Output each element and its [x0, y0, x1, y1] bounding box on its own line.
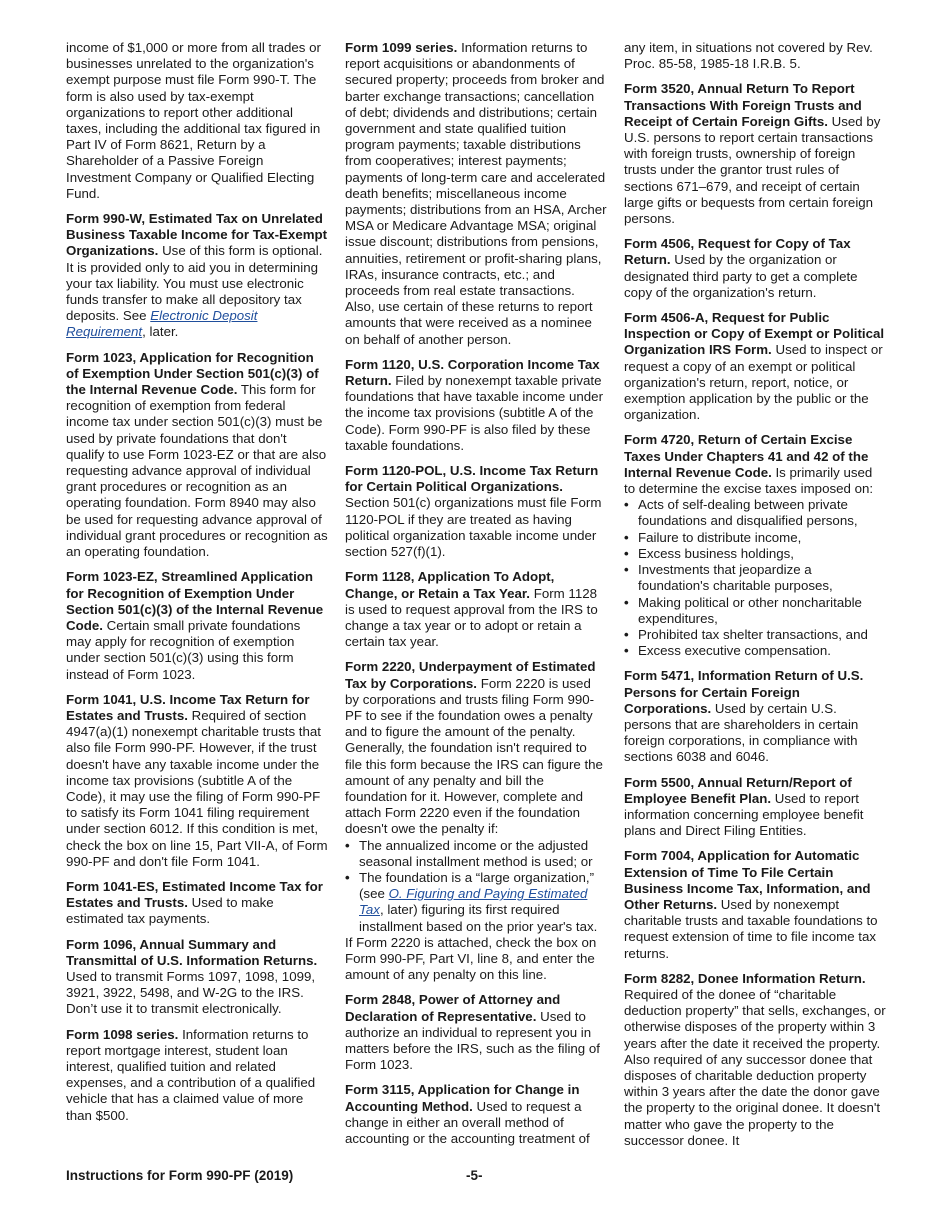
form-5471-entry: Form 5471, Information Return of U.S. Persons for Certain Foreign Corporations. Used by certain U.S. persons that are shareholders in certain foreign corporations, in compliance with sections 6038 and 6046. — [624, 668, 864, 765]
entry-heading: Form 1128, Application To Adopt, Change, or Retain a Tax Year. — [345, 569, 555, 601]
entry-heading: Form 1098 series. — [66, 1026, 179, 1042]
bullet-item: • Investments that jeopardize a foundation's charitable purposes, — [624, 562, 886, 594]
form-2220-entry: Form 2220, Underpayment of Estimated Tax by Corporations. Form 2220 is used by corporations and trusts filing Form 990-PF to see if the foundation owes a penalty and to figure the amount of the penalty. Generally, the foundation isn't required to file this form because the IRS can figure the amount of any penalty and bill the foundation for it. However, complete and attach Form 2220 even if the foundation doesn't owe the penalty if: — [345, 659, 603, 837]
estimated-tax-link[interactable]: O. Figuring and Paying Estimated Tax — [359, 886, 588, 918]
entry-heading: Form 3115, Application for Change in Accounting Method. — [345, 1082, 580, 1114]
entry-heading: Form 1120, U.S. Corporation Income Tax Return. — [345, 356, 600, 389]
entry-heading: Form 4506-A, Request for Public Inspection or Copy of Exempt or Political Organization IRS Form. — [624, 310, 885, 358]
form-1098-entry: Form 1098 series. Information returns to report mortgage interest, student loan interest, qualified tuition and related expenses, and a contribution of a qualified vehicle that has a claimed value of more than $500. — [66, 1026, 316, 1123]
form-1041-entry: Form 1041, U.S. Income Tax Return for Estates and Trusts. Required of section 4947(a)(1) nonexempt charitable trusts that also file Form 990-PF. However, if the trust doesn't have any taxable income under the income tax provisions (subtitle A of the Code), it may use the filing of Form 990-PF to satisfy its Form 1041 filing requirement under section 6012. If this condition is met, check the box on line 15, Part VII-A, of Form 990-PF and don't file Form 1041. — [66, 691, 328, 869]
bullet-item: • Failure to distribute income, — [624, 530, 886, 546]
entry-heading: Form 2848, Power of Attorney and Declaration of Representative. — [345, 992, 561, 1024]
paragraph: If Form 2220 is attached, check the box on Form 990-PF, Part VI, line 8, and enter the amount of any penalty on this line. — [345, 934, 597, 983]
paragraph: income of $1,000 or more from all trades or businesses unrelated to the organization's exempt purpose must file Form 990-T. The form is also used by tax-exempt organizations to report other additional taxes, including the additional tax figured in Part IV of Form 8621, Return by a Shareholder of a Passive Foreign Investment Company or Qualified Electing Fund. — [66, 40, 321, 201]
form-1023-entry: Form 1023, Application for Recognition of Exemption Under Section 501(c)(3) of the Internal Revenue Code. This form for recognition of exemption from federal income tax under section 501(c)(3) must be used by private foundations that don't qualify to use Form 1023-EZ or that are also requesting advance approval of individual grant procedures or recognition as an operating foundation. Form 8940 may also be used for requesting advance approval of individual grant procedures or recognition as an operating foundation. — [66, 349, 328, 560]
page-number: -5- — [466, 1168, 483, 1183]
bullet-item: • Acts of self-dealing between private foundations and disqualified persons, — [624, 497, 886, 529]
entry-heading: Form 2220, Underpayment of Estimated Tax by Corporations. — [345, 659, 596, 691]
bullet-item: • Excess business holdings, — [624, 546, 886, 562]
page-footer — [66, 1168, 886, 1188]
footer-title: Instructions for Form 990-PF (2019) — [66, 1168, 294, 1183]
form-5500-entry: Form 5500, Annual Return/Report of Employee Benefit Plan. Used to report information concerning employee benefit plans and Direct Filing Entities. — [624, 774, 864, 839]
form-1096-entry: Form 1096, Annual Summary and Transmittal of U.S. Information Returns. Used to transmit Forms 1097, 1098, 1099, 3921, 3922, 5498, and W-2G to the IRS. Don’t use it to transmit electronically. — [66, 936, 318, 1017]
form-3115-entry: Form 3115, Application for Change in Accounting Method. Used to request a change in either an overall method of accounting or the accounting treatment of — [345, 1082, 590, 1146]
entry-heading: Form 3520, Annual Return To Report Transactions With Foreign Trusts and Receipt of Certain Foreign Gifts. — [624, 81, 862, 129]
form-1041es-entry: Form 1041-ES, Estimated Income Tax for Estates and Trusts. Used to make estimated tax payments. — [66, 878, 323, 927]
entry-heading: Form 5471, Information Return of U.S. Persons for Certain Foreign Corporations. — [624, 668, 864, 716]
form-8282-entry: Form 8282, Donee Information Return. Required of the donee of “charitable deduction property” that sells, exchanges, or otherwise disposes of the property within 3 years after the date it received the property. Also required of any successor donee that disposes of charitable deduction property within 3 years after the date the donor gave the property to the original donee. It doesn't matter who gave the property to the successor donee. It — [624, 970, 886, 1148]
entry-heading: Form 1120-POL, U.S. Income Tax Return for Certain Political Organizations. — [345, 463, 599, 495]
form-7004-entry: Form 7004, Application for Automatic Extension of Time To File Certain Business Income Tax, Information, and Other Returns. Used by nonexempt charitable trusts and taxable foundations to request extension of time to file income tax returns. — [624, 848, 878, 961]
entry-heading: Form 5500, Annual Return/Report of Employee Benefit Plan. — [624, 774, 852, 806]
column-1 — [66, 40, 328, 1133]
form-3520-entry: Form 3520, Annual Return To Report Transactions With Foreign Trusts and Receipt of Certain Foreign Gifts. Used by U.S. persons to report certain transactions with foreign trusts, ownership of foreign trusts under the grantor trust rules of sections 671–679, and receipt of certain large gifts or bequests from certain foreign persons. — [624, 81, 881, 227]
entry-heading: Form 8282, Donee Information Return. — [624, 970, 866, 986]
bullet-item: • The foundation is a “large organization,” (see O. Figuring and Paying Estimated Tax, later) figuring its first required installment based on the prior year's tax. — [345, 870, 607, 935]
form-1023ez-entry: Form 1023-EZ, Streamlined Application for Recognition of Exemption Under Section 501(c)(3) of the Internal Revenue Code. Certain small private foundations may apply for recognition of exemption under section 501(c)(3) using this form instead of Form 1023. — [66, 569, 324, 682]
form-1120-entry: Form 1120, U.S. Corporation Income Tax Return. Filed by nonexempt taxable private foundations that have taxable income under the income tax provisions (subtitle A of the Code). Form 990-PF is also filed by these taxable foundations. — [345, 356, 603, 453]
bullet-item: • The annualized income or the adjusted seasonal installment method is used; or — [345, 838, 607, 870]
column-2 — [345, 40, 607, 1156]
form-1120pol-entry: Form 1120-POL, U.S. Income Tax Return for Certain Political Organizations. Section 501(c) organizations must file Form 1120-POL if they are treated as having political organization taxable income under section 527(f)(1). — [345, 463, 602, 560]
entry-heading: Form 1041-ES, Estimated Income Tax for Estates and Trusts. — [66, 878, 323, 911]
column-3 — [624, 40, 886, 1158]
entry-heading: Form 990-W, Estimated Tax on Unrelated Business Taxable Income for Tax-Exempt Organizations. — [66, 211, 328, 259]
form-4506-entry: Form 4506, Request for Copy of Tax Return. Used by the organization or designated third party to get a complete copy of the organization's return. — [624, 236, 858, 300]
form-2848-entry: Form 2848, Power of Attorney and Declaration of Representative. Used to authorize an individual to represent you in matters before the IRS, such as the filing of Form 1023. — [345, 992, 600, 1073]
entry-heading: Form 7004, Application for Automatic Extension of Time To File Certain Business Income Tax, Information, and Other Returns. — [624, 848, 871, 912]
form-4720-entry: Form 4720, Return of Certain Excise Taxes Under Chapters 41 and 42 of the Internal Revenue Code. Is primarily used to determine the excise taxes imposed on: — [624, 432, 874, 497]
bullet-item: • Making political or other noncharitable expenditures, — [624, 595, 886, 627]
electronic-deposit-link[interactable]: Electronic Deposit Requirement — [66, 308, 258, 340]
entry-heading: Form 1023-EZ, Streamlined Application for Recognition of Exemption Under Section 501(c)(3) of the Internal Revenue Code. — [66, 569, 324, 633]
entry-heading: Form 1023, Application for Recognition of Exemption Under Section 501(c)(3) of the Internal Revenue Code. — [66, 349, 319, 398]
paragraph: any item, in situations not covered by Rev. Proc. 85-58, 1985-18 I.R.B. 5. — [624, 40, 873, 72]
form-1099-entry: Form 1099 series. Information returns to report acquisitions or abandonments of secured property; proceeds from broker and barter exchange transactions; cancellation of debt; dividends and distributions; certain government and state qualified tuition program payments; taxable distributions from cooperatives; interest payments; payments of long-term care and accelerated death benefits; miscellaneous income payments; distributions from an HSA, Archer MSA or Medicare Advantage MSA; original issue discount; distributions from pensions, annuities, retirement or profit-sharing plans, IRAs, insurance contracts, etc.; and proceeds from real estate transactions. Also, use certain of these returns to report amounts that were received as a nominee on behalf of another person. — [345, 40, 607, 347]
entry-heading: Form 1096, Annual Summary and Transmittal of U.S. Information Returns. — [66, 936, 318, 968]
form-990w-entry: Form 990-W, Estimated Tax on Unrelated Business Taxable Income for Tax-Exempt Organizations. Use of this form is optional. It is provided only to aid you in determining your tax liability. You must use electronic funds transfer to make all depository tax deposits. See Electronic Deposit Requirement, later. — [66, 211, 328, 340]
entry-heading: Form 4720, Return of Certain Excise Taxes Under Chapters 41 and 42 of the Internal Revenue Code. — [624, 432, 869, 480]
entry-heading: Form 1099 series. — [345, 40, 458, 55]
entry-heading: Form 1041, U.S. Income Tax Return for Estates and Trusts. — [66, 691, 310, 723]
bullet-item: • Excess executive compensation. — [624, 643, 886, 659]
form-1128-entry: Form 1128, Application To Adopt, Change, or Retain a Tax Year. Form 1128 is used to request approval from the IRS to change a tax year or to adopt or retain a certain tax year. — [345, 569, 598, 650]
bullet-item: • Prohibited tax shelter transactions, and — [624, 627, 886, 643]
entry-heading: Form 4506, Request for Copy of Tax Return. — [624, 236, 851, 268]
form-4506a-entry: Form 4506-A, Request for Public Inspection or Copy of Exempt or Political Organization IRS Form. Used to inspect or request a copy of an exempt or political organization's return, report, notice, or exemption application by the public or the organization. — [624, 310, 885, 423]
